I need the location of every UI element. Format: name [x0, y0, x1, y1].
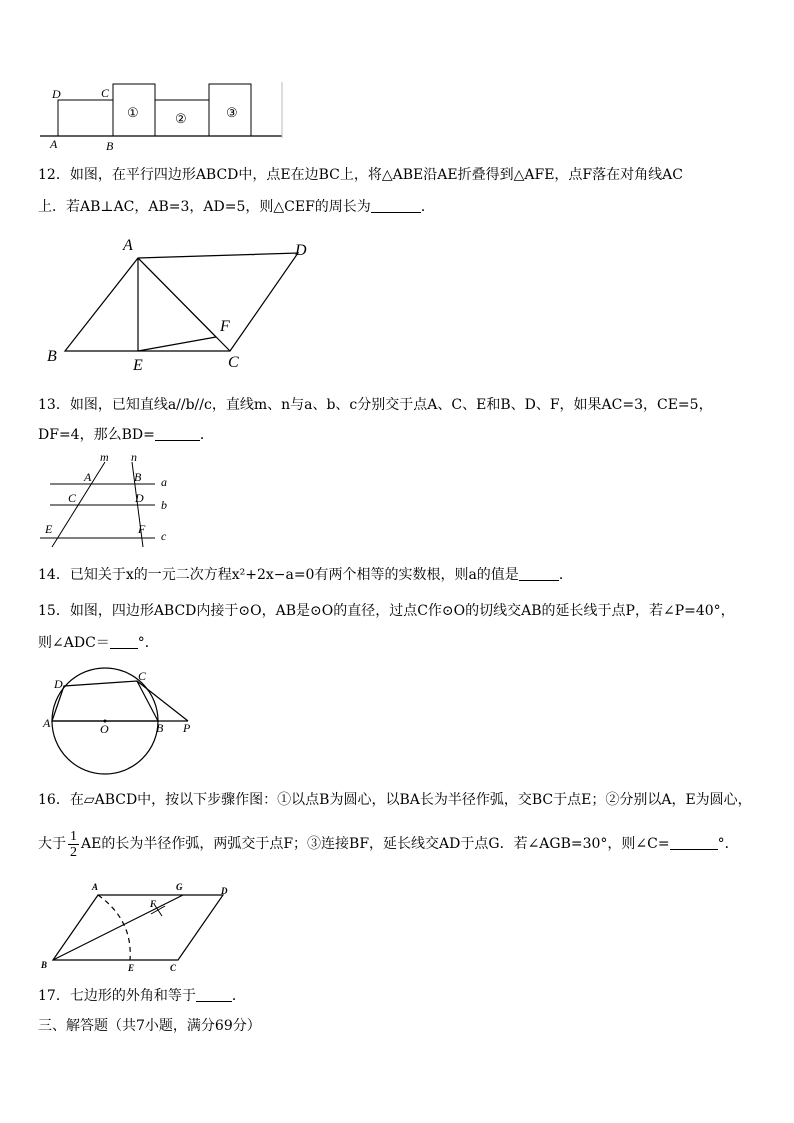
- label-g: G: [176, 882, 183, 892]
- quadrilateral-abcd: [52, 681, 158, 721]
- rectangle-abcd: [58, 100, 113, 136]
- q13-line2: DF=4，那么BD= ．: [38, 427, 214, 443]
- label-b-point: B: [134, 470, 142, 484]
- label-p: P: [183, 721, 191, 735]
- label-a: A: [92, 882, 99, 892]
- label-c: C: [228, 354, 239, 371]
- label-d: D: [54, 677, 63, 691]
- q15-line2: 则∠ADC＝ °．: [38, 635, 159, 651]
- label-e: E: [128, 963, 135, 973]
- q15-line1: 15．如图，四边形ABCD内接于⊙O，AB是⊙O的直径，过点C作⊙O的切线交AB的延长线于点P，若∠P=40°，: [38, 603, 735, 619]
- tangent-cp: [137, 681, 188, 721]
- label-line-a: a: [161, 475, 167, 489]
- label-c: C: [101, 86, 110, 100]
- answer-blank[interactable]: [196, 987, 232, 1002]
- label-n: n: [131, 450, 137, 464]
- label-line-c: c: [161, 529, 167, 543]
- label-c: C: [138, 669, 147, 683]
- label-a: A: [123, 237, 133, 254]
- q12-line1: 12．如图，在平行四边形ABCD中，点E在边BC上，将△ABE沿AE折叠得到△AFE，点F落在对角线AC: [38, 167, 683, 183]
- label-b: B: [47, 348, 57, 365]
- label-b: B: [106, 139, 114, 153]
- label-line-b: b: [161, 498, 167, 512]
- label-circle-2: ②: [175, 111, 187, 126]
- label-f-point: F: [138, 522, 146, 536]
- fraction-one-half: $\frac{1}{2}$: [70, 828, 77, 860]
- figure-q15: [38, 664, 208, 784]
- label-d: D: [52, 87, 61, 101]
- ray-bg: [53, 895, 183, 960]
- label-a-point: A: [84, 470, 92, 484]
- answer-blank[interactable]: [155, 426, 200, 441]
- answer-blank[interactable]: [519, 566, 559, 581]
- label-m: m: [100, 450, 109, 464]
- segment-ef: [138, 337, 216, 351]
- label-c-point: C: [68, 491, 77, 505]
- parallelogram-abcd: [53, 895, 223, 960]
- section-heading: 三、解答题（共7小题，满分69分）: [38, 1018, 261, 1034]
- label-d-point: D: [135, 491, 144, 505]
- label-b: B: [156, 721, 164, 735]
- figure-q11: [30, 78, 290, 153]
- label-c: C: [170, 963, 177, 973]
- label-f: F: [220, 318, 230, 335]
- label-f: F: [150, 899, 157, 909]
- answer-blank[interactable]: [371, 198, 421, 213]
- figure-q12: [40, 235, 330, 375]
- q12-line2: 上．若AB⊥AC，AB=3，AD=5，则△CEF的周长为 ．: [38, 199, 435, 215]
- q14-line: 14．已知关于x的一元二次方程x²+2x−a=0有两个相等的实数根，则a的值是 ．: [38, 567, 573, 583]
- label-d: D: [295, 242, 307, 259]
- segment-af: [138, 258, 216, 337]
- label-a: A: [50, 137, 58, 151]
- arc-ae: [98, 895, 130, 960]
- label-a: A: [43, 716, 51, 730]
- q16-line2: 大于 $\frac{1}{2}$ AE的长为半径作弧，两弧交于点F；③连接BF，延长线交AD于点G．若∠AGB=30°，则∠C= °．: [38, 828, 739, 860]
- label-e: E: [133, 357, 143, 374]
- q13-line1: 13．如图，已知直线a//b//c，直线m、n与a、b、c分别交于点A、C、E和B、D、F，如果AC=3，CE=5，: [38, 397, 713, 413]
- q17-line: 17．七边形的外角和等于 ．: [38, 988, 246, 1004]
- label-d: D: [221, 886, 228, 896]
- figure-q13: [35, 452, 185, 552]
- answer-blank[interactable]: [110, 634, 138, 649]
- answer-blank[interactable]: [670, 835, 718, 850]
- label-o: O: [100, 722, 109, 736]
- label-circle-3: ③: [226, 105, 238, 120]
- figure-q16: [38, 880, 238, 975]
- label-circle-1: ①: [127, 105, 139, 120]
- label-b: B: [41, 960, 48, 970]
- label-e-point: E: [45, 522, 53, 536]
- q16-line1: 16．在▱ABCD中，按以下步骤作图：①以点B为圆心，以BA长为半径作弧，交BC于点E；②分别以A，E为圆心，: [38, 792, 752, 808]
